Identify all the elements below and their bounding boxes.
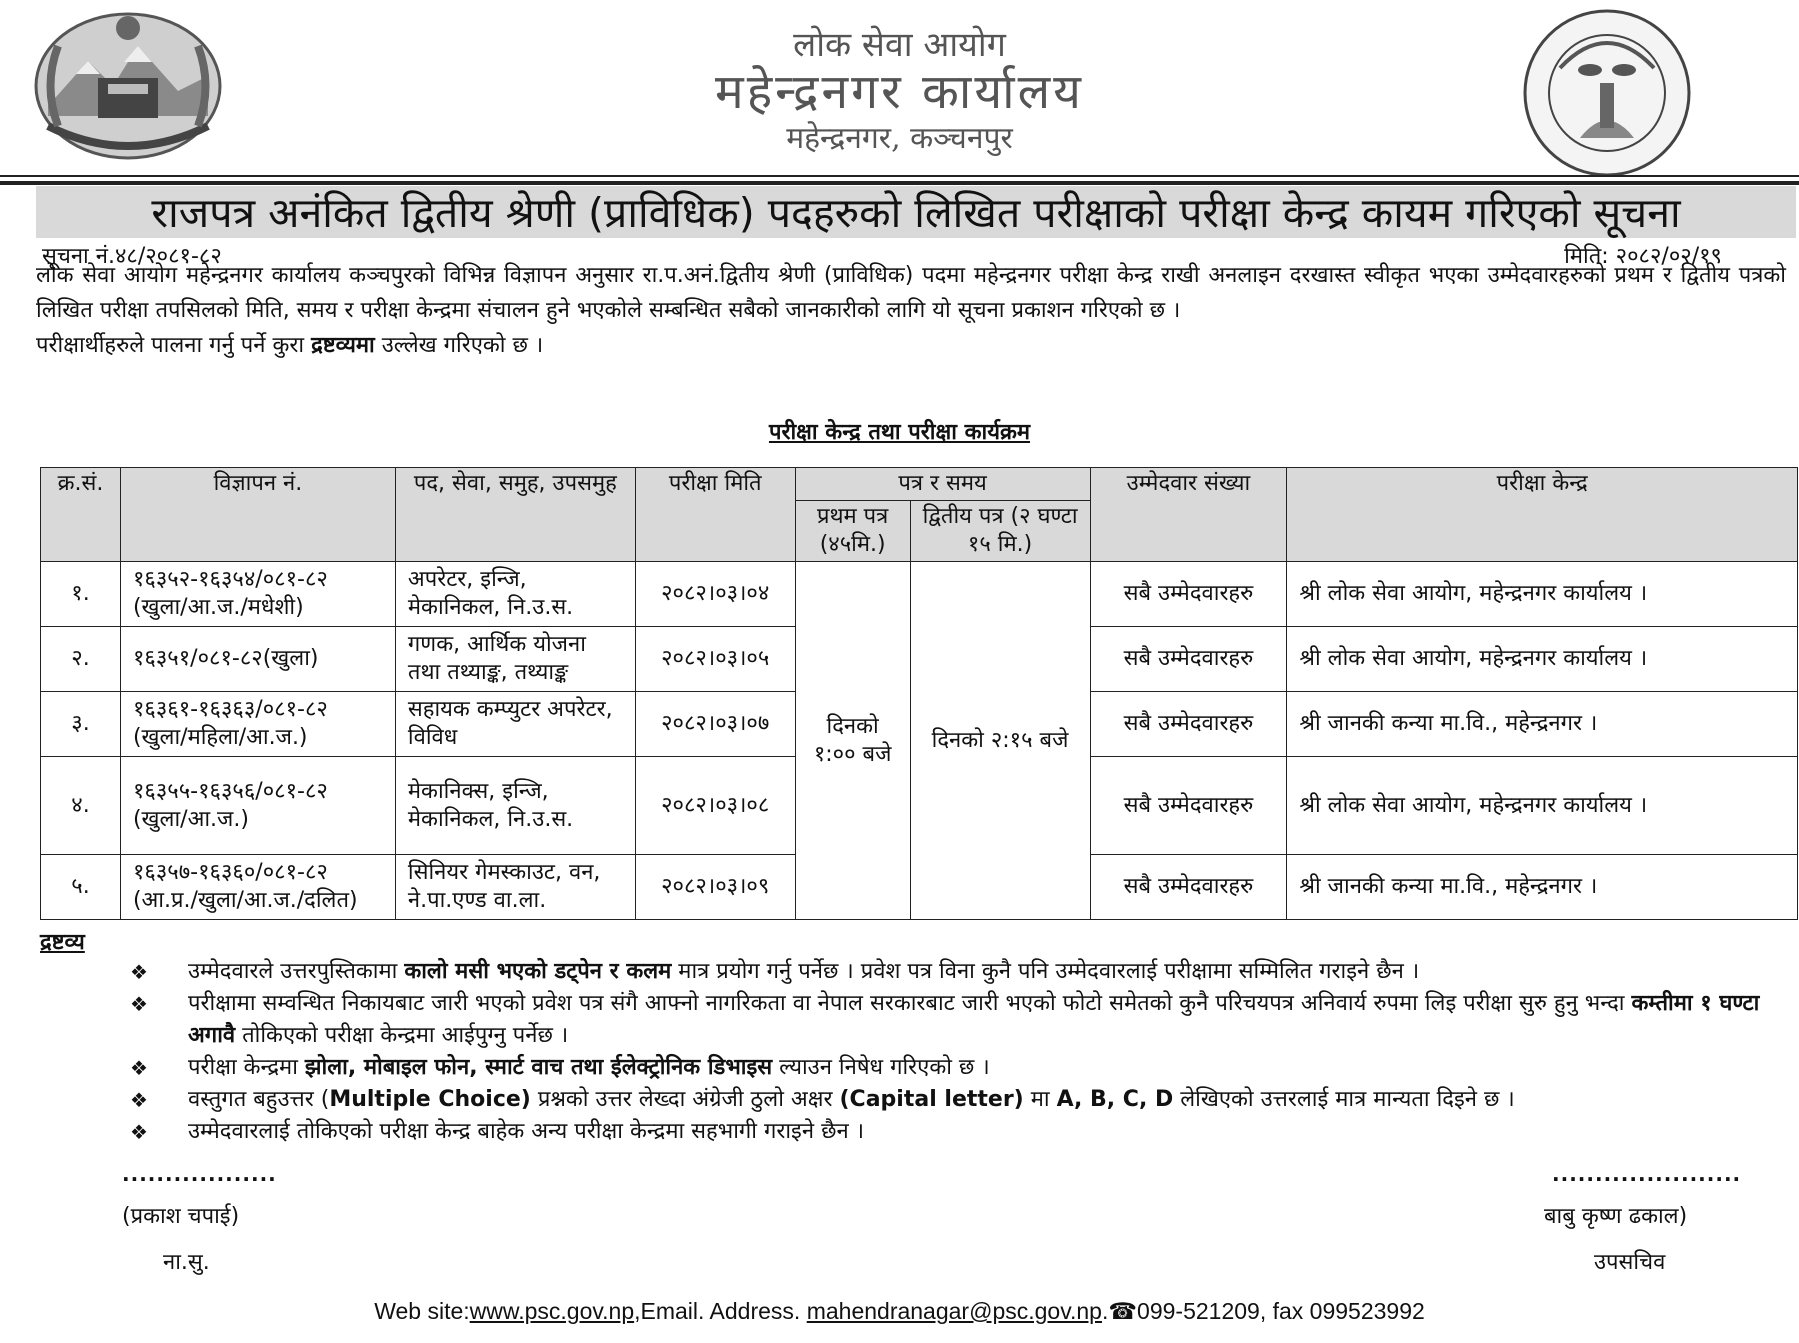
cell-sn: २. — [41, 627, 121, 692]
header-candidates: उम्मेदवार संख्या — [1090, 468, 1287, 562]
remark-4-g: लेखिएको उत्तरलाई मात्र मान्यता दिइने छ । — [1173, 1087, 1515, 1112]
cell-candidates: सबै उम्मेदवारहरु — [1090, 562, 1287, 627]
remark-1-post: मात्र प्रयोग गर्नु पर्नेछ । प्रवेश पत्र विना कुनै पनि उम्मेदवारलाई परीक्षामा सम्मिलित गराइने छैन । — [671, 959, 1420, 984]
cell-date: २०८२।०३।०४ — [635, 562, 795, 627]
remarks-heading: द्रष्टव्य — [40, 930, 85, 955]
remark-2-pre: परीक्षामा सम्वन्धित निकायबाट जारी भएको प्रवेश पत्र संगै आफ्नो नागरिकता वा नेपाल सरकारबाट जारी भएको फोटो समेतको कुनै परिचयपत्र अनिवार्य रुपमा लिइ परीक्षा सुरु हुनु भन्दा — [188, 991, 1632, 1016]
notice-date: मिति: २०८२/०२/१९ — [1564, 244, 1722, 269]
remark-4-d: (Capital letter) — [839, 1087, 1024, 1112]
diamond-bullet-icon: ❖ — [130, 992, 148, 1016]
schedule-title: परीक्षा केन्द्र तथा परीक्षा कार्यक्रम — [768, 420, 1031, 445]
table-row — [41, 562, 1798, 627]
footer-dot: . — [1101, 1298, 1109, 1324]
signatory-name-left: (प्रकाश चपाई) — [122, 1204, 240, 1229]
intro-text-2 — [36, 328, 1786, 363]
remark-2-post: तोकिएको परीक्षा केन्द्रमा आईपुग्नु पर्नेछ । — [235, 1023, 569, 1048]
cell-date: २०८२।०३।०७ — [635, 692, 795, 757]
intro-paragraph — [36, 258, 1786, 363]
cell-post: गणक, आर्थिक योजना तथा तथ्याङ्क, तथ्याङ्क — [395, 627, 635, 692]
cell-center: श्री जानकी कन्या मा.वि., महेन्द्रनगर । — [1287, 855, 1798, 920]
cell-post: सिनियर गेमस्काउट, वन, ने.पा.एण्ड वा.ला. — [395, 855, 635, 920]
remark-text — [188, 1084, 1780, 1116]
remark-4-b: Multiple Choice) — [329, 1087, 531, 1112]
cell-post: सहायक कम्प्युटर अपरेटर, विविध — [395, 692, 635, 757]
signatory-title-left: ना.सु. — [163, 1250, 210, 1275]
cell-candidates: सबै उम्मेदवारहरु — [1090, 627, 1287, 692]
intro-text: लोक सेवा आयोग महेन्द्रनगर कार्यालय कञ्चपुरको विभिन्न विज्ञापन अनुसार रा.प.अनं.द्वितीय श्रेणी (प्राविधिक) पदमा महेन्द्रनगर परीक्षा केन्द्र राखी अनलाइन दरखास्त स्वीकृत भएका उम्मेदवारहरुको प्रथम र द्वितीय पत्रको लिखित परीक्षा तपसिलको मिति, समय र परीक्षा केन्द्रमा संचालन हुने भएकोले सम्बन्धित सबैको जानकारीको लागि यो सूचना प्रकाशन गरिएको छ । — [36, 263, 1786, 323]
remark-2-bold: कम्तीमा १ घण्टा अगावै — [188, 991, 1760, 1048]
remark-3-pre: परीक्षा केन्द्रमा — [188, 1055, 305, 1080]
cell-post: मेकानिक्स, इन्जि, मेकानिकल, नि.उ.स. — [395, 757, 635, 855]
cell-date: २०८२।०३।०८ — [635, 757, 795, 855]
intro-text-2-pre: परीक्षार्थीहरुले पालना गर्नु पर्ने कुरा — [36, 333, 312, 358]
notice-title: राजपत्र अनंकित द्वितीय श्रेणी (प्राविधिक) पदहरुको लिखित परीक्षाको परीक्षा केन्द्र कायम गरिएको सूचना — [151, 189, 1681, 237]
cell-date: २०८२।०३।०९ — [635, 855, 795, 920]
header-rule — [0, 175, 1799, 177]
remark-4-e: मा — [1023, 1087, 1057, 1112]
org-address: महेन्द्रनगर, कञ्चनपुर — [786, 121, 1013, 156]
cell-adv: १६३५२-१६३५४/०८१-८२ (खुला/आ.ज./मधेशी) — [120, 562, 395, 627]
website-link[interactable]: www.psc.gov.np — [469, 1298, 635, 1324]
cell-date: २०८२।०३।०५ — [635, 627, 795, 692]
email-link[interactable]: mahendranagar@psc.gov.np — [806, 1298, 1102, 1324]
header-paper-time: पत्र र समय — [795, 468, 1090, 501]
cell-adv: १६३५५-१६३५६/०८१-८२ (खुला/आ.ज.) — [120, 757, 395, 855]
signatory-title-right: उपसचिव — [1594, 1250, 1666, 1275]
remark-text: उम्मेदवारलाई तोकिएको परीक्षा केन्द्र बाहेक अन्य परीक्षा केन्द्रमा सहभागी गराइने छैन । — [188, 1119, 865, 1144]
cell-candidates: सबै उम्मेदवारहरु — [1090, 692, 1287, 757]
cell-candidates: सबै उम्मेदवारहरु — [1090, 855, 1287, 920]
list-item — [130, 1052, 1780, 1084]
telephone-icon: ☎ — [1108, 1298, 1138, 1324]
cell-center: श्री लोक सेवा आयोग, महेन्द्रनगर कार्यालय । — [1287, 562, 1798, 627]
cell-adv: १६३५१/०८१-८२(खुला) — [120, 627, 395, 692]
psc-seal-icon — [1520, 8, 1695, 178]
cell-sn: ३. — [41, 692, 121, 757]
remark-3-post: ल्याउन निषेध गरिएको छ । — [772, 1055, 990, 1080]
header-adv-no: विज्ञापन नं. — [120, 468, 395, 562]
remark-text — [188, 956, 1780, 988]
intro-text-2-post: उल्लेख गरिएको छ । — [374, 333, 544, 358]
remark-4-f: A, B, C, D — [1056, 1087, 1174, 1112]
cell-post: अपरेटर, इन्जि, मेकानिकल, नि.उ.स. — [395, 562, 635, 627]
header-post: पद, सेवा, समुह, उपसमुह — [395, 468, 635, 562]
cell-second-paper-time: दिनको २:१५ बजे — [910, 562, 1090, 920]
list-item — [130, 956, 1780, 988]
phone-number: 099-521209, fax 099523992 — [1137, 1298, 1425, 1324]
header-exam-date: परीक्षा मिति — [635, 468, 795, 562]
cell-sn: ४. — [41, 757, 121, 855]
cell-sn: १. — [41, 562, 121, 627]
cell-sn: ५. — [41, 855, 121, 920]
website-label: Web site: — [374, 1298, 470, 1324]
header-sn: क्र.सं. — [41, 468, 121, 562]
cell-adv: १६३६१-१६३६३/०८१-८२ (खुला/महिला/आ.ज.) — [120, 692, 395, 757]
cell-center: श्री जानकी कन्या मा.वि., महेन्द्रनगर । — [1287, 692, 1798, 757]
signatory-name-right: बाबु कृष्ण ढकाल) — [1544, 1204, 1688, 1229]
remarks-list — [130, 956, 1780, 1148]
cell-center: श्री लोक सेवा आयोग, महेन्द्रनगर कार्यालय । — [1287, 757, 1798, 855]
remark-text — [188, 988, 1780, 1052]
diamond-bullet-icon: ❖ — [130, 1088, 148, 1112]
header-center: परीक्षा केन्द्र — [1287, 468, 1798, 562]
remark-4-c: प्रश्नको उत्तर लेख्दा अंग्रेजी ठुलो अक्षर — [530, 1087, 840, 1112]
remark-4-a: वस्तुगत बहुउत्तर ( — [188, 1087, 330, 1112]
remark-text — [188, 1052, 1780, 1084]
cell-center: श्री लोक सेवा आयोग, महेन्द्रनगर कार्यालय । — [1287, 627, 1798, 692]
intro-text-2-bold: द्रष्टव्यमा — [311, 333, 375, 358]
cell-adv: १६३५७-१६३६०/०८१-८२ (आ.प्र./खुला/आ.ज./दलित) — [120, 855, 395, 920]
signature-line-left: .................. — [122, 1162, 277, 1186]
remark-3-bold: झोला, मोबाइल फोन, स्मार्ट वाच तथा ईलेक्ट्रोनिक डिभाइस — [304, 1055, 773, 1080]
remark-1-bold: कालो मसी भएको डट्पेन र कलम — [404, 959, 672, 984]
email-label: ,Email. Address. — [634, 1298, 807, 1324]
org-name-line1: लोक सेवा आयोग — [793, 25, 1006, 65]
footer-contact — [0, 1298, 1799, 1325]
diamond-bullet-icon: ❖ — [130, 960, 148, 984]
cell-first-paper-time: दिनको १:०० बजे — [795, 562, 910, 920]
list-item — [130, 988, 1780, 1052]
notice-number: सूचना नं.४८/२०८१-८२ — [42, 244, 222, 269]
diamond-bullet-icon: ❖ — [130, 1120, 148, 1144]
cell-candidates: सबै उम्मेदवारहरु — [1090, 757, 1287, 855]
list-item — [130, 1116, 1780, 1148]
remark-1-pre: उम्मेदवारले उत्तरपुस्तिकामा — [188, 959, 405, 984]
header-second-paper: द्वितीय पत्र (२ घण्टा १५ मि.) — [910, 501, 1090, 562]
diamond-bullet-icon: ❖ — [130, 1056, 148, 1080]
org-name-line2: महेन्द्रनगर कार्यालय — [714, 64, 1085, 120]
list-item — [130, 1084, 1780, 1116]
signature-line-right: ...................... — [1552, 1162, 1742, 1186]
exam-schedule-table — [40, 467, 1798, 920]
header-first-paper: प्रथम पत्र (४५मि.) — [795, 501, 910, 562]
